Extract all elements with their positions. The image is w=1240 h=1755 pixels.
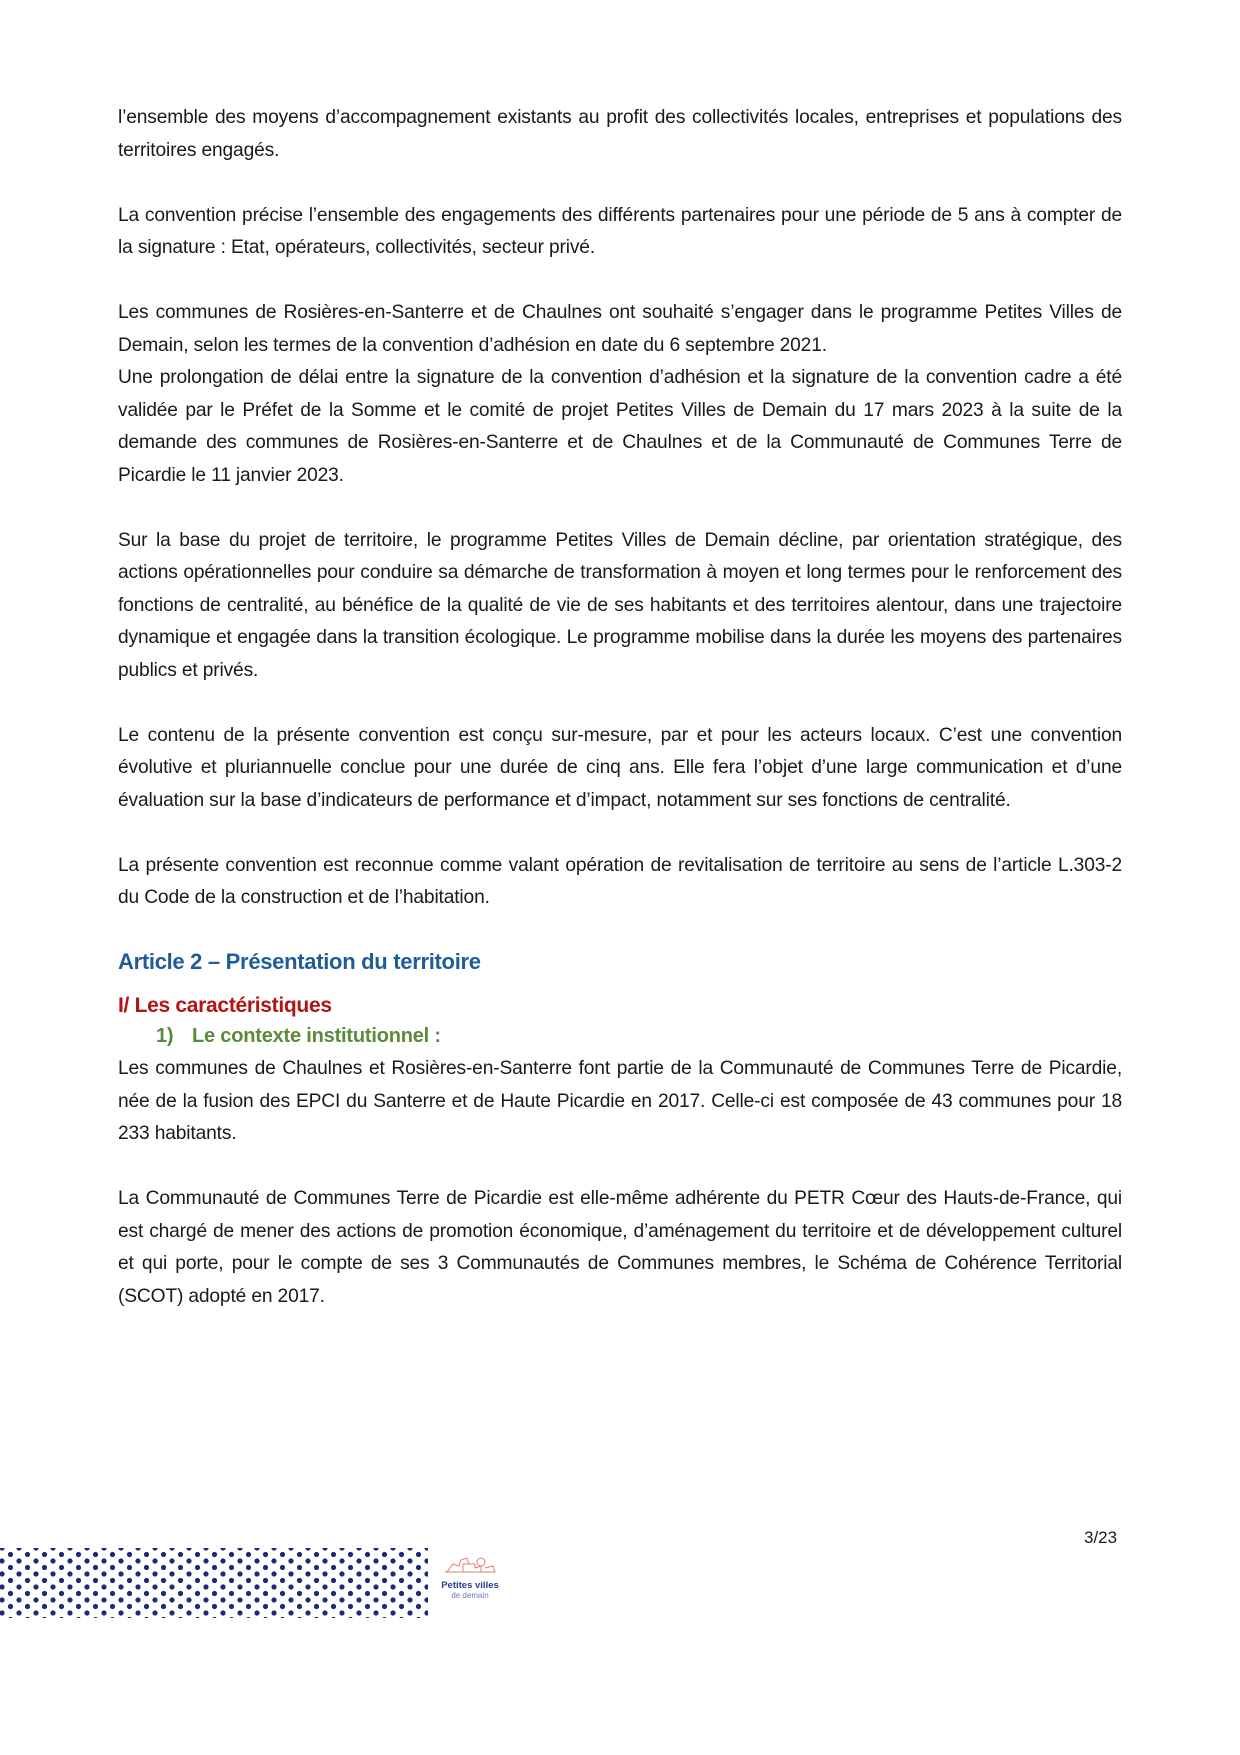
page-number: 3/23 (1084, 1528, 1118, 1547)
paragraph-context-1: Les communes de Chaulnes et Rosières-en-Santerre font partie de la Communauté de Communes Terre de Picardie, née de la fusion des EPCI du Santerre et de Haute Picardie en 2017. Celle-ci est composée de 43 communes pour 18 233 habitants. (118, 1058, 1122, 1144)
logo-title: Petites villes (441, 1580, 499, 1591)
section-heading: I/ Les caractéristiques (118, 994, 332, 1017)
subsection-title: Le contexte institutionnel : (192, 1025, 441, 1047)
subsection-number: 1) (156, 1025, 174, 1047)
paragraph-intro-1: l’ensemble des moyens d’accompagnement existants au profit des collectivités locales, entreprises et populations des territoires engagés. (118, 107, 1122, 161)
document-page (118, 102, 1122, 1346)
article-heading: Article 2 – Présentation du territoire (118, 949, 481, 974)
paragraph-intro-5: Sur la base du projet de territoire, le programme Petites Villes de Demain décline, par orientation stratégique, des actions opérationnelles pour conduire sa démarche de transformation à moyen et long termes pour le renforcement des fonctions de centralité, au bénéfice de la qualité de vie de ses habitants et des territoires alentour, dans une trajectoire dynamique et engagée dans la transition écologique. Le programme mobilise dans la durée les moyens des partenaires publics et privés. (118, 529, 1122, 681)
paragraph-intro-4: Une prolongation de délai entre la signature de la convention d’adhésion et la signature de la convention cadre a été validée par le Préfet de la Somme et le comité de projet Petites Villes de Demain du 17 mars 2023 à la suite de la demande des communes de Rosières-en-Santerre et de Chaulnes et de la Communauté de Communes Terre de Picardie le 11 janvier 2023. (118, 367, 1122, 486)
paragraph-intro-7: La présente convention est reconnue comme valant opération de revitalisation de territoire au sens de l’article L.303-2 du Code de la construction et de l’habitation. (118, 854, 1122, 908)
paragraph-intro-6: Le contenu de la présente convention est conçu sur-mesure, par et pour les acteurs locaux. C’est une convention évolutive et pluriannuelle conclue pour une durée de cinq ans. Elle fera l’objet d’une large communication et d’une évaluation sur la base d’indicateurs de performance et d’impact, notamment sur ses fonctions de centralité. (118, 724, 1122, 811)
logo-subtitle: de demain (451, 1591, 489, 1600)
petites-villes-logo (436, 1552, 504, 1604)
subsection-heading (156, 1021, 1122, 1051)
paragraph-intro-2: La convention précise l’ensemble des engagements des différents partenaires pour une période de 5 ans à compter de la signature : Etat, opérateurs, collectivités, secteur privé. (118, 204, 1122, 258)
village-skyline-icon (443, 1552, 497, 1574)
footer-dot-pattern (0, 1548, 428, 1618)
paragraph-intro-3: Les communes de Rosières-en-Santerre et de Chaulnes ont souhaité s’engager dans le programme Petites Villes de Demain, selon les termes de la convention d’adhésion en date du 6 septembre 2021. (118, 302, 1122, 356)
paragraph-context-2: La Communauté de Communes Terre de Picardie est elle-même adhérente du PETR Cœur des Hauts-de-France, qui est chargé de mener des actions de promotion économique, d’aménagement du territoire et de développement culturel et qui porte, pour le compte de ses 3 Communautés de Communes membres, le Schéma de Cohérence Territorial (SCOT) adopté en 2017. (118, 1188, 1122, 1307)
